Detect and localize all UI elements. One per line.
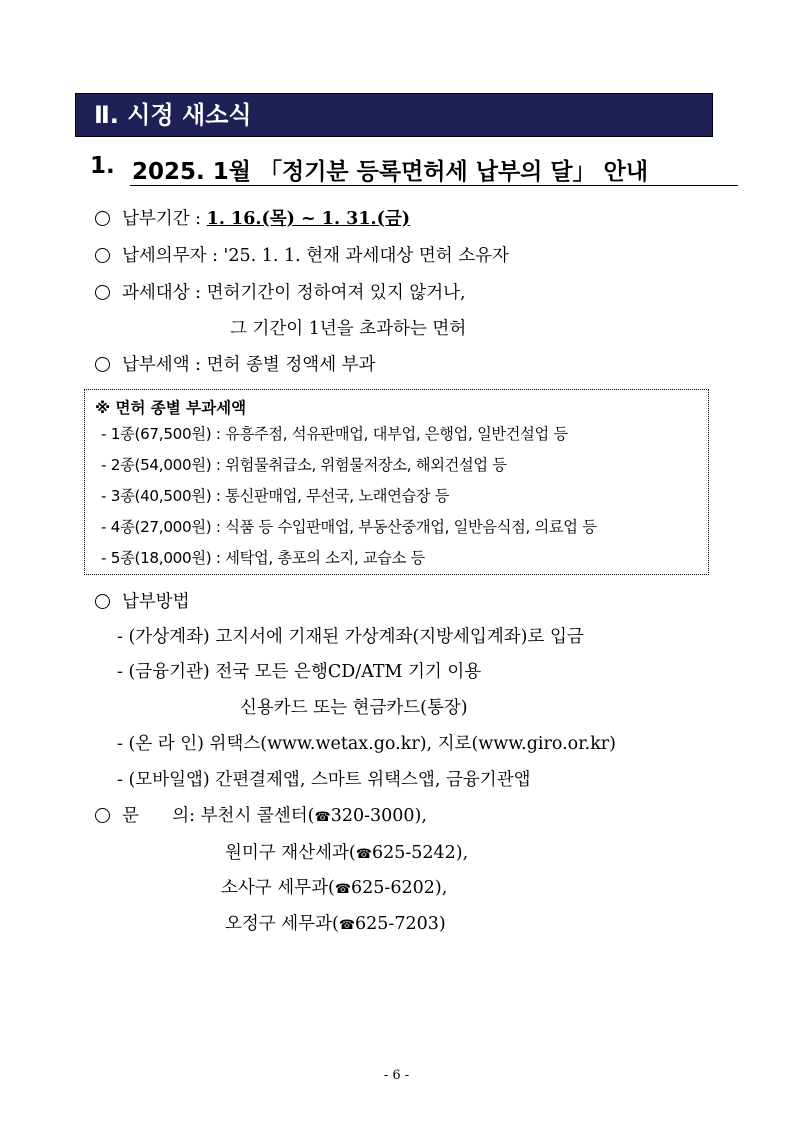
contact-name: 오정구 세무과( — [225, 914, 339, 934]
contact-number: 625-7203) — [355, 914, 446, 934]
tax-row: - 3종(40,500원) : 통신판매업, 무선국, 노래연습장 등 — [101, 487, 450, 505]
contact-number: 320-3000), — [330, 806, 427, 826]
circle-bullet-icon — [95, 285, 110, 300]
contact-entry — [225, 840, 468, 868]
phone-icon: ☎ — [334, 882, 352, 897]
tax-row: - 4종(27,000원) : 식품 등 수입판매업, 부동산중개업, 일반음식점, 의료업 등 — [101, 518, 597, 536]
circle-bullet-icon — [95, 211, 110, 226]
contact-entry — [225, 911, 446, 939]
headline-number: 1. — [90, 153, 115, 179]
circle-bullet-icon — [95, 808, 110, 823]
phone-icon: ☎ — [338, 918, 356, 933]
tax-row: - 2종(54,000원) : 위험물취급소, 위험물저장소, 해외건설업 등 — [101, 456, 507, 474]
item-amount — [95, 352, 375, 378]
item-contact — [95, 803, 427, 831]
method-line: - (온 라 인) 위택스(www.wetax.go.kr), 지로(www.giro.or.kr) — [117, 734, 617, 754]
method-line: 신용카드 또는 현금카드(통장) — [240, 698, 468, 718]
contact-number: 625-5242), — [371, 843, 469, 863]
tax-table-box — [84, 389, 709, 575]
item-payer — [95, 243, 509, 269]
method-title: 납부방법 — [122, 592, 190, 612]
contact-name: 소사구 세무과( — [221, 878, 335, 898]
item-method — [95, 589, 190, 615]
item-target — [95, 280, 466, 306]
circle-bullet-icon — [95, 594, 110, 609]
tax-box-title: ※ 면허 종별 부과세액 — [95, 399, 247, 417]
method-line: - (금융기관) 전국 모든 은행CD/ATM 기기 이용 — [117, 662, 482, 682]
amount-text: 납부세액 : 면허 종별 정액세 부과 — [122, 355, 376, 375]
contact-name: 원미구 재산세과( — [225, 843, 356, 863]
tax-row: - 1종(67,500원) : 유흥주점, 석유판매업, 대부업, 은행업, 일반건설업 등 — [101, 425, 568, 443]
contact-number: 625-6202), — [351, 878, 448, 898]
contact-entry — [221, 875, 447, 903]
circle-bullet-icon — [95, 248, 110, 263]
circle-bullet-icon — [95, 357, 110, 372]
contact-label: 문 의: — [122, 806, 201, 826]
item-period — [95, 206, 410, 232]
method-line: - (모바일앱) 간편결제앱, 스마트 위택스앱, 금융기관앱 — [117, 770, 531, 790]
payer-text: 납세의무자 : '25. 1. 1. 현재 과세대상 면허 소유자 — [122, 246, 509, 266]
section-title-bar — [75, 93, 713, 137]
headline — [84, 153, 738, 187]
section-title: Ⅱ. 시정 새소식 — [94, 101, 252, 129]
page-number: - 6 - — [383, 1068, 410, 1083]
tax-row: - 5종(18,000원) : 세탁업, 총포의 소지, 교습소 등 — [101, 549, 425, 567]
target-line1: 과세대상 : 면허기간이 정하여져 있지 않거나, — [122, 283, 466, 303]
target-line2: 그 기간이 1년을 초과하는 면허 — [230, 319, 467, 339]
period-label: 납부기간 : — [122, 209, 207, 229]
phone-icon: ☎ — [314, 810, 331, 825]
contact-name: 부천시 콜센터( — [200, 806, 315, 826]
period-value: 1. 16.(목) ~ 1. 31.(금) — [206, 209, 411, 229]
phone-icon: ☎ — [355, 847, 372, 862]
method-line: - (가상계좌) 고지서에 기재된 가상계좌(지방세입계좌)로 입금 — [117, 627, 584, 647]
headline-text: 2025. 1월 「정기분 등록면허세 납부의 달」 안내 — [132, 159, 649, 185]
headline-underline — [130, 185, 738, 186]
